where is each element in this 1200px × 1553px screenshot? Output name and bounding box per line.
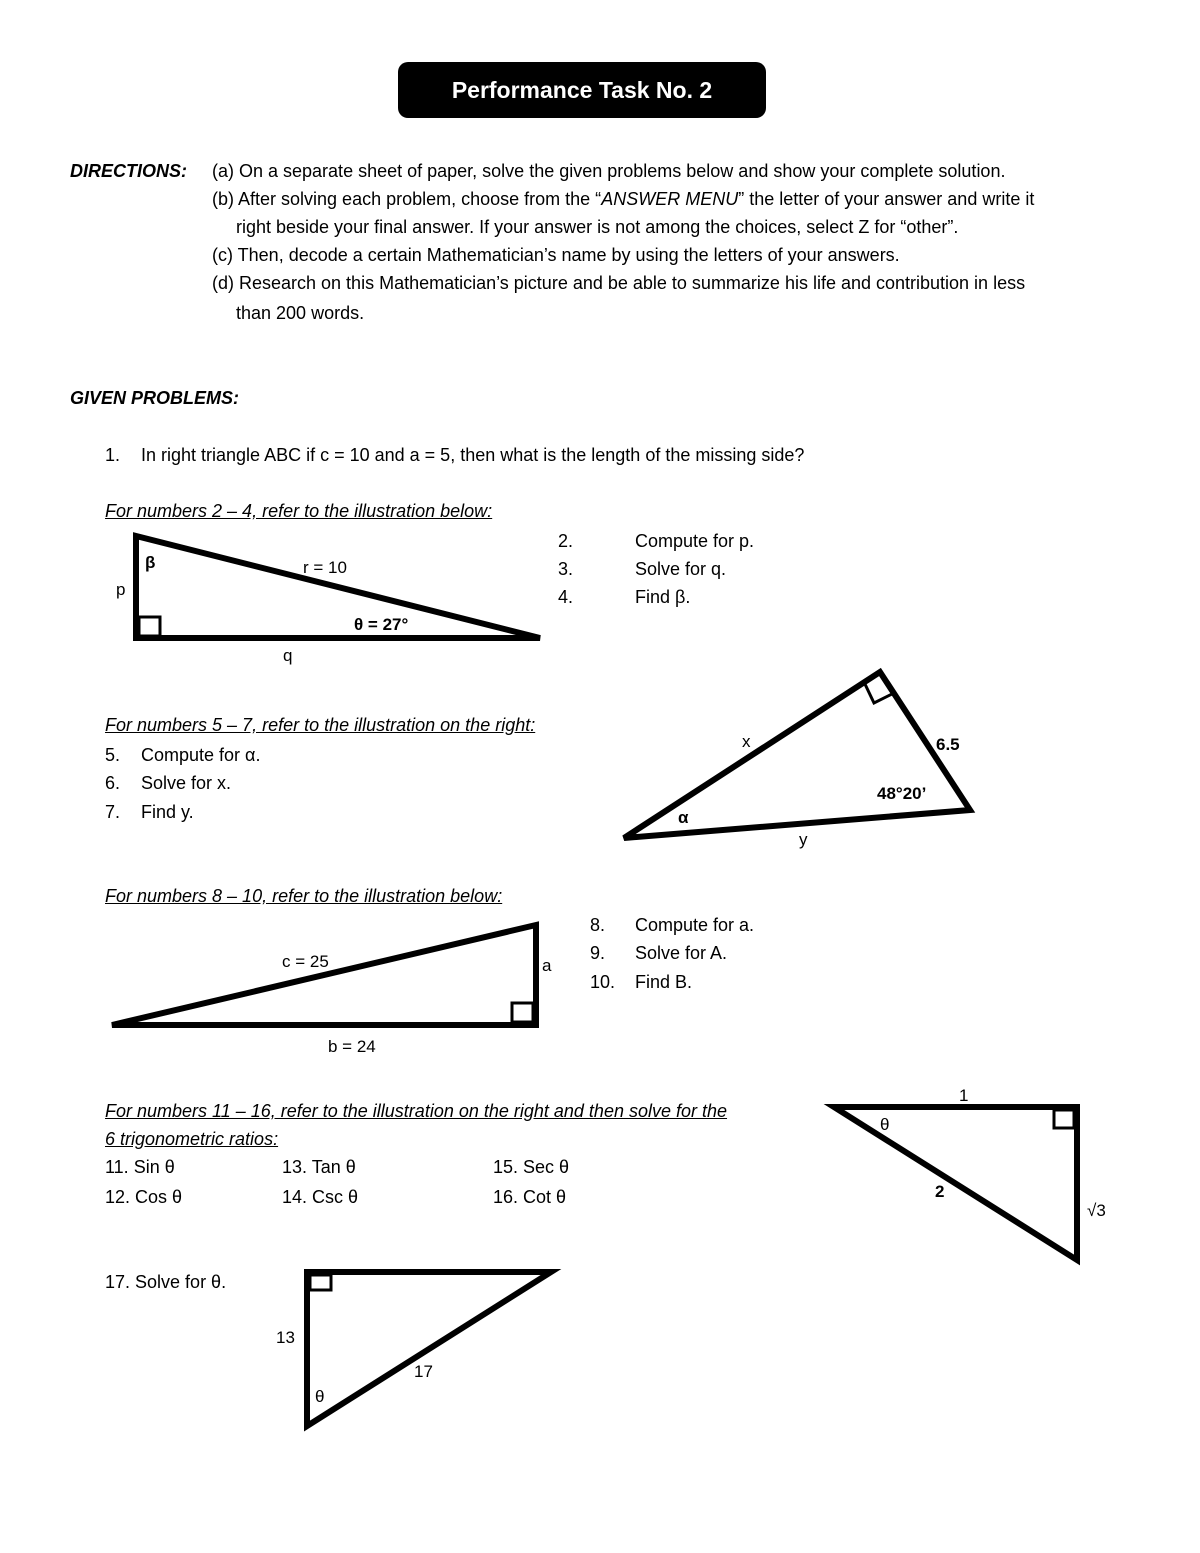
- group-2-heading: For numbers 5 – 7, refer to the illustration on the right:: [105, 715, 536, 735]
- tri2-angle-label: 48°20’: [877, 784, 927, 803]
- ratio-item: 12. Cos θ: [105, 1187, 183, 1207]
- group-1-item-num: 4.: [558, 587, 574, 607]
- problem-1-number: 1.: [105, 445, 121, 465]
- direction-b-line2: right beside your final answer. If your answer is not among the choices, select Z for “other”.: [236, 217, 959, 237]
- triangle-1: [136, 536, 540, 638]
- group-2-item-num: 7.: [105, 802, 121, 822]
- triangle-2: [624, 672, 970, 838]
- tri1-beta-label: β: [145, 553, 156, 572]
- ratio-item: 14. Csc θ: [282, 1187, 359, 1207]
- tri5-theta-label: θ: [315, 1387, 325, 1406]
- triangle-3: [112, 925, 536, 1025]
- tri3-b-label: b = 24: [328, 1037, 376, 1056]
- tri4-theta-label: θ: [880, 1115, 890, 1134]
- group-3-item-text: Find B.: [635, 972, 693, 992]
- group-1-heading: For numbers 2 – 4, refer to the illustration below:: [105, 501, 493, 521]
- tri1-q-label: q: [283, 646, 293, 665]
- tri3-a-label: a: [542, 956, 552, 975]
- given-problems-label: GIVEN PROBLEMS:: [70, 388, 240, 408]
- triangle-5: [307, 1272, 551, 1426]
- direction-b-pre: (b) After solving each problem, choose from the “: [212, 189, 602, 209]
- answer-menu-text: ANSWER MENU: [601, 189, 739, 209]
- triangle-4: [834, 1107, 1077, 1260]
- right-angle-mark-1: [139, 617, 160, 636]
- tri5-hyp-label: 17: [414, 1362, 433, 1381]
- ratio-item: 15. Sec θ: [493, 1157, 570, 1177]
- group-2-item-text: Compute for α.: [141, 745, 261, 765]
- tri1-p-label: p: [116, 580, 126, 599]
- group-3-item-text: Solve for A.: [635, 943, 728, 963]
- group-2-item-text: Find y.: [141, 802, 194, 822]
- group-3-item-text: Compute for a.: [635, 915, 755, 935]
- direction-d-line1: (d) Research on this Mathematician’s picture and be able to summarize his life and contribution in less: [212, 273, 1026, 293]
- direction-a: (a) On a separate sheet of paper, solve the given problems below and show your complete solution.: [212, 161, 1006, 181]
- group-2-item-num: 5.: [105, 745, 121, 765]
- direction-b-post: ” the letter of your answer and write it: [738, 189, 1035, 209]
- tri3-c-label: c = 25: [282, 952, 329, 971]
- group-3-item-num: 8.: [590, 915, 606, 935]
- group-1-item-num: 2.: [558, 531, 574, 551]
- ratio-item: 16. Cot θ: [493, 1187, 567, 1207]
- tri2-side-label: 6.5: [936, 735, 960, 754]
- group-1-item-text: Find β.: [635, 587, 691, 607]
- group-2-item-num: 6.: [105, 773, 121, 793]
- ratio-item: 13. Tan θ: [282, 1157, 356, 1177]
- group-2-item-text: Solve for x.: [141, 773, 232, 793]
- right-angle-mark-4: [1054, 1110, 1074, 1128]
- group-3-item-num: 10.: [590, 972, 616, 992]
- tri2-y-label: y: [799, 830, 808, 849]
- tri4-top-label: 1: [959, 1086, 969, 1105]
- group-1-item-text: Compute for p.: [635, 531, 755, 551]
- tri5-left-label: 13: [276, 1328, 295, 1347]
- tri1-r-label: r = 10: [303, 558, 347, 577]
- group-3-item-num: 9.: [590, 943, 606, 963]
- ratio-item: 11. Sin θ: [105, 1157, 175, 1177]
- directions-label: DIRECTIONS:: [70, 161, 187, 181]
- tri4-hyp-label: 2: [935, 1182, 945, 1201]
- group-1-item-num: 3.: [558, 559, 574, 579]
- right-angle-mark-5: [310, 1275, 331, 1290]
- group-4-heading-line1: For numbers 11 – 16, refer to the illustration on the right and then solve for the: [105, 1101, 728, 1121]
- page-title: Performance Task No. 2: [398, 62, 766, 118]
- group-4-heading-line2: 6 trigonometric ratios:: [105, 1129, 279, 1149]
- tri1-theta-label: θ = 27°: [354, 615, 409, 634]
- tri2-alpha-label: α: [678, 808, 689, 827]
- tri4-right-label: √3: [1087, 1201, 1106, 1220]
- direction-c: (c) Then, decode a certain Mathematician’s name by using the letters of your answers.: [212, 245, 900, 265]
- right-angle-mark-3: [512, 1003, 533, 1022]
- problem-17-text: 17. Solve for θ.: [105, 1272, 227, 1292]
- tri2-x-label: x: [742, 732, 751, 751]
- group-1-item-text: Solve for q.: [635, 559, 727, 579]
- problem-1-text: In right triangle ABC if c = 10 and a = 5, then what is the length of the missing side?: [141, 445, 805, 465]
- group-3-heading: For numbers 8 – 10, refer to the illustration below:: [105, 886, 503, 906]
- direction-d-line2: than 200 words.: [236, 303, 365, 323]
